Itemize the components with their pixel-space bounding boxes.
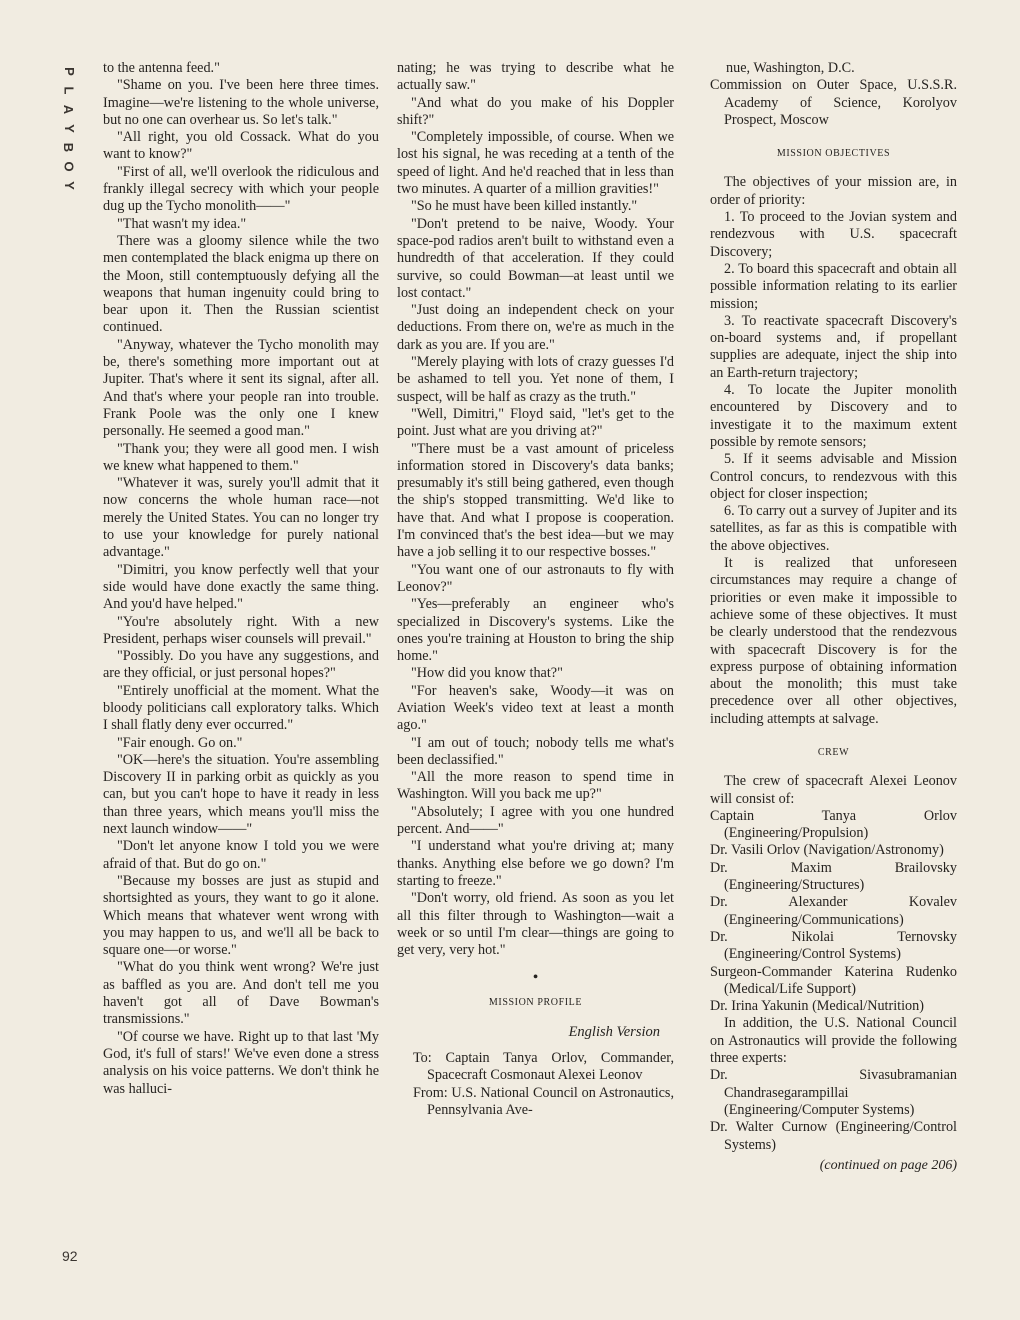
objective-item: 5. If it seems advisable and Mission Control concurs, to rendezvous with this object for closer inspection; (710, 451, 957, 502)
paragraph: nating; he was trying to describe what he actually saw." (397, 60, 674, 94)
paragraph: "Anyway, whatever the Tycho monolith may be, there's something more important out at Jupiter. That's where it sent its signal, after all. And that's where your people ran into trouble. Frank Poole was the only one I knew personally. He seemed a good man." (103, 336, 379, 440)
us-expert: Dr. Walter Curnow (Engineering/Control Systems) (710, 1119, 957, 1153)
page-number: 92 (62, 1248, 78, 1264)
paragraph: "Don't worry, old friend. As soon as you let all this filter through to Washington—wait a week or so until I'm clear—things are going to get very, very hot." (397, 890, 674, 959)
paragraph: "Whatever it was, surely you'll admit that it now concerns the whole human race—not merely the United States. You can no longer try to use your knowledge for purely national advantage." (103, 475, 379, 561)
crew-intro: The crew of spacecraft Alexei Leonov will consist of: (710, 773, 957, 807)
continued-note: (continued on page 206) (819, 1157, 957, 1173)
us-expert: Dr. Sivasubramanian Chandrasegarampillai (Engineering/Computer Systems) (710, 1067, 957, 1118)
article-column-3 (710, 60, 957, 1174)
paragraph: There was a gloomy silence while the two men contemplated the black enigma up there on the Moon, still contemptuously defying all the weapons that human ingenuity could bring to bear upon it. Then the Russian scientist continued. (103, 232, 379, 336)
paragraph: "Absolutely; I agree with you one hundred percent. And——" (397, 803, 674, 838)
crew-member: Surgeon-Commander Katerina Rudenko (Medical/Life Support) (710, 963, 957, 997)
crew-member: Dr. Nikolai Ternovsky (Engineering/Control Systems) (710, 928, 957, 963)
logo-letter: P (61, 67, 77, 76)
paragraph: "Fair enough. Go on." (117, 734, 243, 751)
article-column-2 (397, 60, 674, 1119)
paragraph: "All the more reason to spend time in Washington. Will you back me up?" (397, 769, 674, 803)
crew-heading: CREW (817, 746, 850, 758)
mission-profile-heading: MISSION PROFILE (488, 997, 583, 1009)
objective-item: 1. To proceed to the Jovian system and rendezvous with U.S. spacecraft Discovery; (710, 209, 957, 260)
paragraph: to the antenna feed." (103, 60, 220, 76)
paragraph: "You're absolutely right. With a new President, perhaps wiser counsels will prevail." (103, 613, 379, 647)
crew-member: Dr. Irina Yakunin (Medical/Nutrition) (710, 998, 924, 1015)
section-bullet: • (532, 969, 539, 987)
paragraph: "Because my bosses are just as stupid and shortsighted as yours, they want to go it alone. Which means that whatever went wrong with you may happen to us, and we'll all be back to square one—or worse." (103, 872, 379, 959)
objective-item: 3. To reactivate spacecraft Discovery's on-board systems and, if propellant supplies are adequate, inject the ship into an Earth-return trajectory; (710, 312, 957, 381)
paragraph: "Don't let anyone know I told you we were afraid of that. But do go on." (103, 838, 379, 872)
crew-member: Captain Tanya Orlov (Engineering/Propulsion) (710, 807, 957, 842)
logo-letter: A (61, 104, 77, 115)
paragraph: "What do you think went wrong? We're just as baffled as you are. And don't tell me you haven't got all of Dave Bowman's transmissions." (103, 959, 379, 1028)
paragraph: "First of all, we'll overlook the ridiculous and frankly illegal secrecy with which your people dug up the Tycho monolith——" (103, 163, 379, 215)
logo-letter: Y (61, 181, 77, 190)
paragraph: "I am out of touch; nobody tells me what's been declassified." (397, 734, 674, 768)
paragraph: "And what do you make of his Doppler shift?" (397, 94, 674, 128)
memo-address: nue, Washington, D.C. (726, 60, 855, 76)
paragraph: "Don't pretend to be naive, Woody. Your space-pod radios aren't built to withstand even a hundredth of that acceleration. If they could survive, so could Bowman—at least until we lost contact." (397, 215, 674, 301)
paragraph: "OK—here's the situation. You're assembling Discovery II in parking orbit as quickly as you can, but you can't hope to have it ready in less than three years, which means you'll miss the next launch window——" (103, 751, 379, 838)
magazine-vertical-logo (58, 62, 80, 195)
paragraph: "That wasn't my idea." (117, 215, 247, 232)
english-version-label: English Version (568, 1023, 660, 1040)
paragraph: "Just doing an independent check on your deductions. From there on, we're as much in the dark as you are. If you are." (397, 302, 674, 353)
paragraph: "All right, you old Cossack. What do you want to know?" (103, 129, 379, 163)
paragraph: "How did you know that?" (411, 665, 563, 682)
logo-letter: B (61, 142, 77, 153)
crew-member: Dr. Vasili Orlov (Navigation/Astronomy) (710, 842, 944, 859)
paragraph: "Thank you; they were all good men. I wish we knew what happened to them." (103, 440, 379, 474)
mission-objectives-heading: MISSION OBJECTIVES (776, 148, 891, 160)
article-column-1 (103, 60, 379, 1098)
paragraph: "Well, Dimitri," Floyd said, "let's get to the point. Just what are you driving at?" (397, 405, 674, 440)
paragraph: "There must be a vast amount of priceless information stored in Discovery's data banks; presumably it's still being gathered, even though the ship's stopped transmitting. We'd like to have that. And what I propose is cooperation. I'm convinced that's the best idea—but we may have a job selling it to our respective bosses." (397, 440, 674, 561)
logo-letter: Y (61, 124, 77, 133)
paragraph: "Dimitri, you know perfectly well that your side would have done exactly the same thing. And you'd have helped." (103, 561, 379, 613)
paragraph: "Yes—preferably an engineer who's specialized in Discovery's systems. Like the ones you're training at Houston to bring the ship home." (397, 596, 674, 665)
objectives-intro: The objectives of your mission are, in order of priority: (710, 174, 957, 208)
paragraph: "Entirely unofficial at the moment. What the bloody politicians call exploratory talks. Which I shall flatly deny ever occurred." (103, 682, 379, 734)
paragraph: "Possibly. Do you have any suggestions, and are they official, or just personal hopes?" (103, 648, 379, 682)
crew-member: Dr. Maxim Brailovsky (Engineering/Structures) (710, 859, 957, 894)
logo-letter: O (61, 161, 77, 172)
objective-item: 6. To carry out a survey of Jupiter and its satellites, as far as this is compatible with the above objectives. (710, 503, 957, 554)
paragraph: "I understand what you're driving at; many thanks. Anything else before we go down? I'm starting to freeze." (397, 838, 674, 889)
crew-member: Dr. Alexander Kovalev (Engineering/Communications) (710, 894, 957, 928)
objectives-note: It is realized that unforeseen circumstances may require a change of priorities or even make it impossible to achieve some of these objectives. It must be clearly understood that the rendezvous with spacecraft Discovery is for the express purpose of obtaining information about the monolith; this must take precedence over all other objectives, including attempts at salvage. (710, 555, 957, 727)
memo-from: From: U.S. National Council on Astronautics, Pennsylvania Ave- (413, 1084, 674, 1118)
memo-to: To: Captain Tanya Orlov, Commander, Spacecraft Cosmonaut Alexei Leonov (413, 1050, 674, 1084)
logo-letter: L (61, 86, 77, 95)
paragraph: "Shame on you. I've been here three times. Imagine—we're listening to the whole universe, but no one can overhear us. So let's talk." (103, 77, 379, 128)
paragraph: "Merely playing with lots of crazy guesses I'd be ashamed to tell you. Yet none of them, I suspect, will be half as crazy as the truth." (397, 354, 674, 405)
paragraph: "Of course we have. Right up to that last 'My God, it's full of stars!' We've even done a stress analysis on his voice patterns. We don't think he was halluci- (103, 1028, 379, 1097)
paragraph: "So he must have been killed instantly." (411, 198, 638, 215)
paragraph: "Completely impossible, of course. When we lost his signal, he was receding at a tenth of the speed of light. And he'd reached that in less than two minutes. A quarter of a million gravities!" (397, 129, 674, 198)
us-council-intro: In addition, the U.S. National Council on Astronautics will provide the following three experts: (710, 1015, 957, 1067)
memo-commission: Commission on Outer Space, U.S.S.R. Academy of Science, Korolyov Prospect, Moscow (710, 77, 957, 128)
objective-item: 2. To board this spacecraft and obtain all possible information relating to its earlier mission; (710, 260, 957, 312)
paragraph: "You want one of our astronauts to fly with Leonov?" (397, 561, 674, 595)
paragraph: "For heaven's sake, Woody—it was on Aviation Week's video text at least a month ago." (397, 682, 674, 734)
objective-item: 4. To locate the Jupiter monolith encountered by Discovery and to investigate it to the maximum extent possible by remote sensors; (710, 382, 957, 450)
